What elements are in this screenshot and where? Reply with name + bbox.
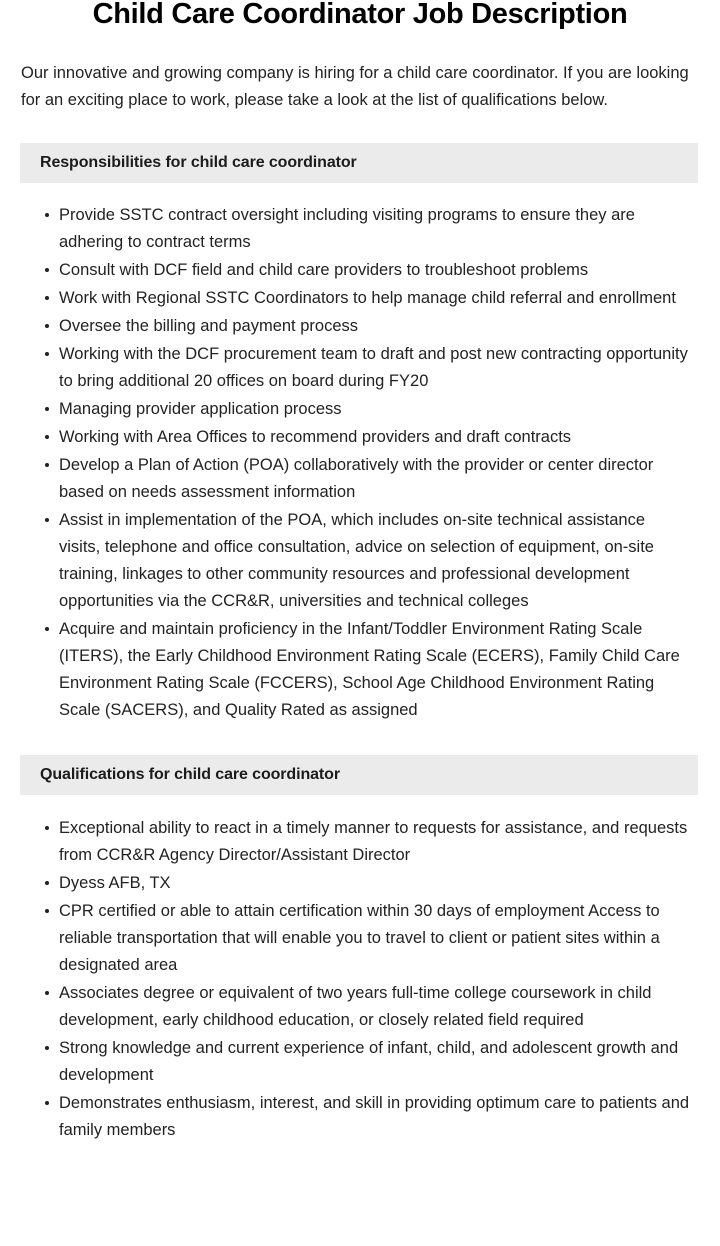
list-item-text: Provide SSTC contract oversight including visiting programs to ensure they are adhering to contract terms (59, 206, 635, 251)
intro-paragraph: Our innovative and growing company is hiring for a child care coordinator. If you are looking for an exciting place to work, please take a look at the list of qualifications below. (21, 64, 689, 109)
list-item (59, 507, 690, 616)
qualifications-header-bar (20, 755, 698, 795)
list-item (59, 424, 690, 452)
list-item-text: Work with Regional SSTC Coordinators to help manage child referral and enrollment (59, 289, 676, 307)
list-item-text: Oversee the billing and payment process (59, 317, 358, 335)
list-item (59, 202, 690, 257)
responsibilities-header-bar (20, 143, 698, 183)
list-item-text: Demonstrates enthusiasm, interest, and skill in providing optimum care to patients and family members (59, 1094, 690, 1139)
list-item-text: Assist in implementation of the POA, which includes on-site technical assistance visits, telephone and office consultation, advice on selection of equipment, on-site training, linkages to other community resources and professional development opportunities via the CCR&R, universities and technical colleges (59, 511, 654, 610)
qualifications-section (0, 755, 720, 1145)
list-item (59, 257, 690, 285)
list-item-text: Exceptional ability to react in a timely manner to requests for assistance, and requests from CCR&R Agency Director/Assistant Director (59, 819, 688, 864)
list-item (59, 898, 690, 980)
list-item-text: CPR certified or able to attain certification within 30 days of employment Access to reliable transportation that will enable you to travel to client or patient sites within a designated area (59, 902, 660, 974)
list-item (59, 341, 690, 396)
list-item-text: Associates degree or equivalent of two years full-time college coursework in child development, early childhood education, or closely related field required (59, 984, 652, 1029)
list-item (59, 313, 690, 341)
list-item-text: Working with the DCF procurement team to draft and post new contracting opportunity to bring additional 20 offices on board during FY20 (59, 345, 688, 390)
list-item-text: Strong knowledge and current experience of infant, child, and adolescent growth and development (59, 1039, 679, 1084)
list-item-text: Develop a Plan of Action (POA) collaboratively with the provider or center director based on needs assessment information (59, 456, 654, 501)
qualifications-heading: Qualifications for child care coordinator (40, 766, 340, 783)
page-title: Child Care Coordinator Job Description (92, 0, 628, 30)
list-item (59, 815, 690, 870)
list-item (59, 870, 690, 898)
responsibilities-list (0, 183, 720, 725)
list-item-text: Consult with DCF field and child care providers to troubleshoot problems (59, 261, 589, 279)
list-item-text: Working with Area Offices to recommend providers and draft contracts (59, 428, 572, 446)
list-item (59, 980, 690, 1035)
list-item-text: Managing provider application process (59, 400, 342, 418)
list-item (59, 1035, 690, 1090)
list-item-text: Acquire and maintain proficiency in the Infant/Toddler Environment Rating Scale (ITERS), the Early Childhood Environment Rating Scale (ECERS), Family Child Care Environment Rating Scale (FCCERS), School Age Childhood Environment Rating Scale (SACERS), and Quality Rated as assigned (59, 620, 680, 719)
list-item (59, 285, 690, 313)
list-item (59, 396, 690, 424)
list-item (59, 452, 690, 507)
responsibilities-heading: Responsibilities for child care coordinator (40, 154, 357, 171)
list-item-text: Dyess AFB, TX (59, 874, 171, 892)
responsibilities-section (0, 143, 720, 725)
qualifications-list (0, 795, 720, 1145)
list-item (59, 616, 690, 725)
list-item (59, 1090, 690, 1145)
